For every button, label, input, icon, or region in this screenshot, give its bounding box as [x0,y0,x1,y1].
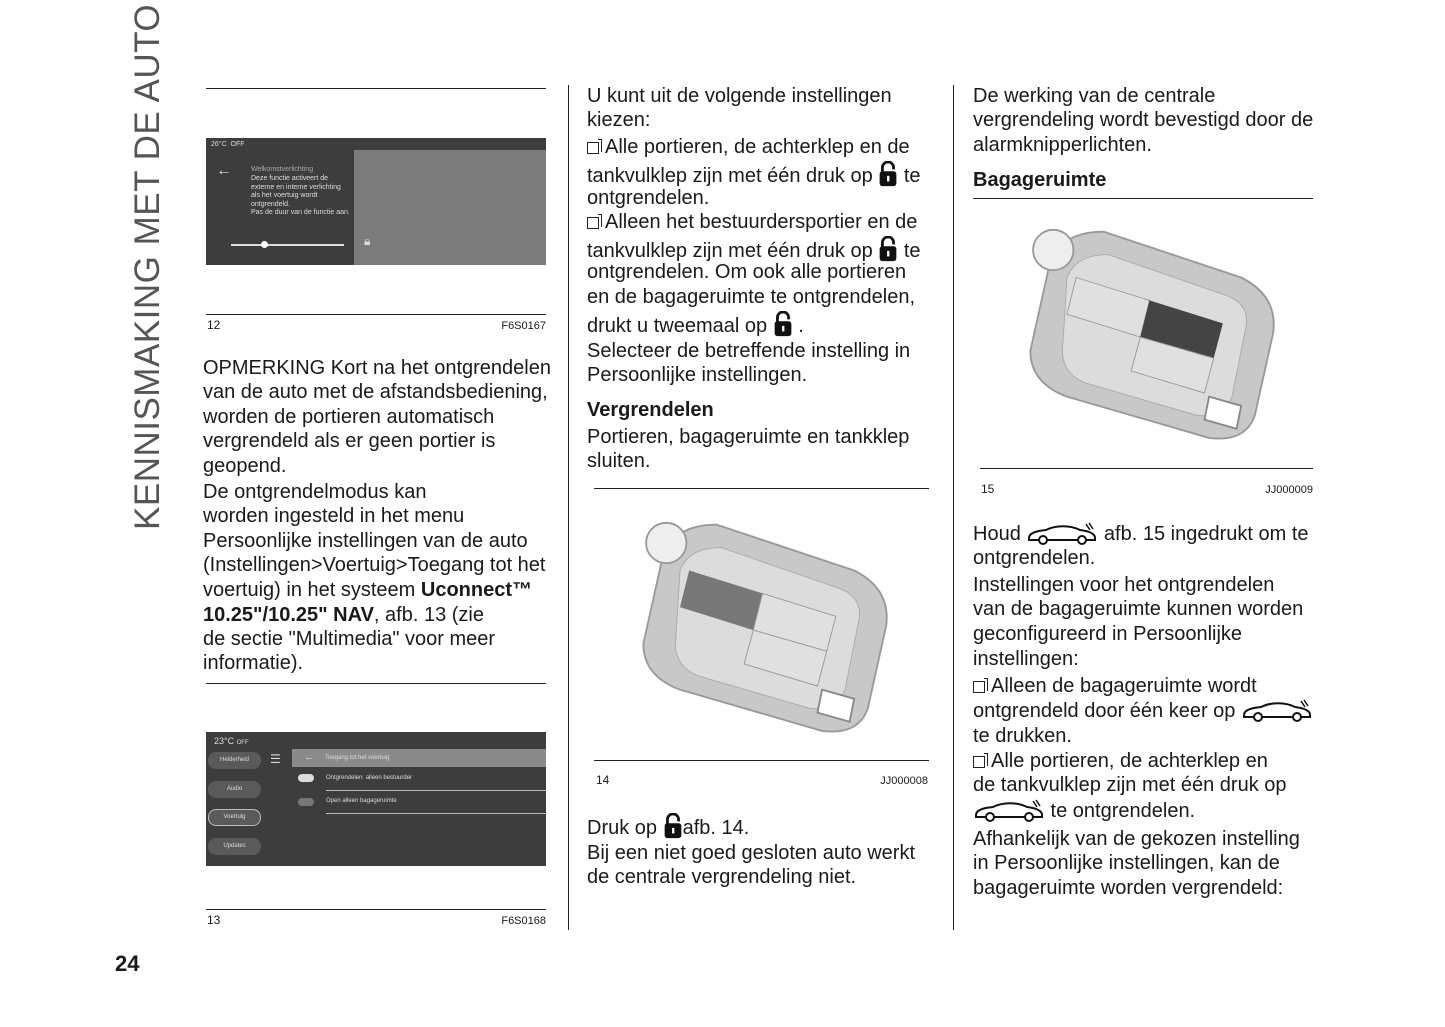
padlock-icon [878,161,898,187]
text-line: Portieren, bagageruimte en tankklep [587,426,910,448]
text-line: ontgrendelen. [587,187,710,209]
checkbox-icon [973,756,985,768]
ac-off: OFF [230,141,245,148]
text-line: worden de portieren automatisch [203,406,495,428]
text-line: tankvulklep zijn met één druk op [587,240,879,262]
section-heading: Bagageruimte [973,169,1107,191]
product-name: Uconnect™ [420,579,532,601]
figure-number: 13 [207,913,221,927]
text-line: Bij een niet goed gesloten auto werkt [587,842,915,864]
text-line: geopend. [203,455,287,477]
figure-number: 14 [596,773,610,787]
page-number: 24 [115,951,140,976]
temp: 26°C [211,141,227,148]
text-line: afb. 15 ingedrukt om te [1098,523,1309,545]
car-trunk-icon [1241,699,1313,723]
text-line: te [898,240,921,262]
text-line: Alle portieren, de achterklep en de [605,136,910,158]
slider-thumb [261,241,268,248]
text-line: de tankvulklep zijn met één druk op [973,774,1287,796]
text-line: te [898,165,921,187]
text-line: in Persoonlijke instellingen, kan de [973,852,1280,874]
text-line: De ontgrendelmodus kan [203,481,427,503]
lock-icon: 🔒︎ [364,234,371,248]
fig12-title: Welkomstverlichting [251,166,314,173]
text-line: vergrendeld als er geen portier is [203,430,496,452]
fig12-desc: als het voertuig wordt [251,192,318,199]
duration-slider [231,244,344,246]
key-fob-image-trunk [1012,205,1287,460]
text-line: , afb. 13 (zie [373,604,484,626]
fig12-desc: ontgrendeld. [251,200,290,208]
text-line: informatie). [203,652,304,674]
menu-voertuig: Voertuig [208,809,261,826]
padlock-icon [773,311,793,337]
header-title: Toegang tot het voertuig [325,755,390,761]
column-divider [568,85,569,930]
text-line: Houd [973,523,1027,545]
text-line: de centrale vergrendeling niet. [587,866,857,888]
padlock-icon [878,236,898,262]
checkbox-icon [587,142,599,154]
text-line: Persoonlijke instellingen van de auto [203,530,528,552]
text-line: tankvulklep zijn met één druk op [587,165,879,187]
text-line: Druk op [587,817,663,839]
text-line: vergrendeling wordt bevestigd door de [973,109,1314,131]
text-line: ontgrendelen. [973,547,1096,569]
menu-helderheid: Helderheid [208,752,261,769]
text-line: geconfigureerd in Persoonlijke [973,623,1243,645]
checkbox-icon [973,681,985,693]
figure-code: JJ000008 [880,775,928,787]
text-line: alarmknipperlichten. [973,134,1152,156]
text-line: Alleen de bagageruimte wordt [991,675,1257,697]
back-arrow-icon: ← [216,162,232,179]
toggle [298,774,314,782]
padlock-icon [663,813,683,839]
text-line: de sectie "Multimedia" voor meer [203,628,496,650]
text-line: te drukken. [973,725,1072,747]
temp: 23°C [214,736,235,746]
text-line: U kunt uit de volgende instellingen [587,85,892,107]
text-line: OPMERKING Kort na het ontgrendelen [203,357,551,379]
section-heading: Vergrendelen [587,399,714,421]
fig12-desc: Pas de duur van de functie aan. [251,209,350,216]
car-trunk-icon [973,799,1045,823]
figure-number: 15 [981,482,995,496]
fig12-desc: externe en interne verlichting [251,183,341,191]
text-line: afb. 14. [682,817,750,839]
text-line: Persoonlijke instellingen. [587,364,808,386]
text-line: Alleen het bestuurdersportier en de [605,211,918,233]
figure-code: F6S0167 [501,320,546,332]
figure-13-screen: 23°C OFF Helderheid Audio Voertuig Updates ☰ ← Toegang tot het voertuig Ontgrendelen: alleen bestuurder Open alleen bagageruimte [206,732,546,866]
checkbox-icon [587,217,599,229]
ac-off: OFF [236,740,249,746]
text-line: en de bagageruimte te ontgrendelen, [587,286,916,308]
figure-code: JJ000009 [1265,484,1313,496]
car-trunk-icon [1026,522,1098,546]
product-name: 10.25"/10.25" NAV [203,604,374,626]
text-line: sluiten. [587,450,651,472]
chapter-title: KENNISMAKING MET DE AUTO [128,3,167,530]
figure-number: 12 [207,318,221,332]
toggle [298,798,314,806]
text-line: te ontgrendelen. [1045,800,1196,822]
key-fob-image-lock [625,498,900,753]
text-line: ontgrendelen. Om ook alle portieren [587,261,907,283]
figure-code: F6S0168 [501,915,546,927]
text-line: drukt u tweemaal op [587,315,773,337]
text-line: Afhankelijk van de gekozen instelling [973,828,1300,850]
text-line: Selecteer de betreffende instelling in [587,340,911,362]
text-line: (Instellingen>Voertuig>Toegang tot het [203,554,546,576]
text-line: van de bagageruimte kunnen worden [973,598,1304,620]
menu-audio: Audio [208,781,261,798]
fig12-desc: Deze functie activeert de [251,175,329,182]
text-line: worden ingesteld in het menu [203,505,465,527]
hamburger-icon: ☰ [270,752,281,766]
text-line: ontgrendeld door één keer op [973,700,1241,722]
text-line: bagageruimte worden vergrendeld: [973,877,1284,899]
column-divider [953,85,954,930]
text-line: voertuig) in het systeem [203,579,421,601]
text-line: De werking van de centrale [973,85,1216,107]
text-line: kiezen: [587,109,651,131]
text-line: Instellingen voor het ontgrendelen [973,574,1275,596]
text-line: . [792,315,804,337]
rule [206,88,546,89]
text-line: instellingen: [973,648,1079,670]
figure-12-screen [206,138,546,265]
option-label: Ontgrendelen: alleen bestuurder [326,775,413,781]
text-line: van de auto met de afstandsbediening, [203,381,548,403]
text-line: Alle portieren, de achterklep en [991,750,1268,772]
menu-updates: Updates [208,838,261,855]
option-label: Open alleen bagageruimte [326,798,397,804]
